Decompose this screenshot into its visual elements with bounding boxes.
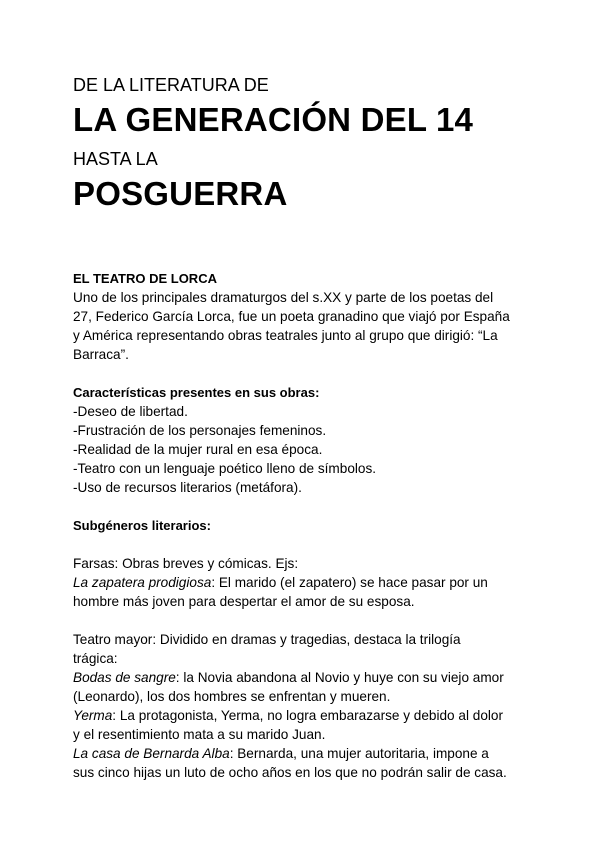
paragraph-line: Uno de los principales dramaturgos del s.XX y parte de los poetas del bbox=[73, 290, 494, 305]
title-line-4: POSGUERRA bbox=[73, 175, 288, 212]
paragraph-line: trágica: bbox=[73, 651, 118, 666]
work-description: : El marido (el zapatero) se hace pasar por un bbox=[211, 575, 488, 590]
section-heading-teatro-lorca: EL TEATRO DE LORCA bbox=[73, 271, 217, 286]
paragraph-line: y el resentimiento mata a su marido Juan. bbox=[73, 727, 326, 742]
yerma-entry bbox=[73, 706, 533, 725]
paragraph-line: sus cinco hijas un luto de ocho años en los que no podrán salir de casa. bbox=[73, 765, 507, 780]
work-description: : la Novia abandona al Novio y huye con su viejo amor bbox=[175, 670, 504, 685]
work-title: La zapatera prodigiosa bbox=[73, 575, 212, 590]
bernarda-alba-entry bbox=[73, 744, 533, 763]
document-body bbox=[73, 269, 533, 782]
paragraph-line: Barraca”. bbox=[73, 347, 129, 362]
work-title: Yerma bbox=[73, 708, 113, 723]
section-heading-subgeneros: Subgéneros literarios: bbox=[73, 518, 211, 533]
work-description: : La protagonista, Yerma, no logra embarazarse y debido al dolor bbox=[112, 708, 503, 723]
farsas-work bbox=[73, 573, 533, 592]
paragraph-line: 27, Federico García Lorca, fue un poeta granadino que viajó por España bbox=[73, 309, 510, 324]
paragraph-line: hombre más joven para despertar el amor de su esposa. bbox=[73, 594, 415, 609]
work-title: Bodas de sangre bbox=[73, 670, 176, 685]
list-item: -Uso de recursos literarios (metáfora). bbox=[73, 480, 302, 495]
list-item: -Deseo de libertad. bbox=[73, 404, 188, 419]
title-line-3: HASTA LA bbox=[73, 149, 158, 169]
title-line-1: DE LA LITERATURA DE bbox=[73, 75, 269, 95]
work-description: : Bernarda, una mujer autoritaria, impone a bbox=[229, 746, 489, 761]
work-title: La casa de Bernarda Alba bbox=[73, 746, 230, 761]
teatro-mayor-intro: Teatro mayor: Dividido en dramas y tragedias, destaca la trilogía bbox=[73, 632, 461, 647]
paragraph-line: y América representando obras teatrales junto al grupo que dirigió: “La bbox=[73, 328, 498, 343]
list-item: -Realidad de la mujer rural en esa época. bbox=[73, 442, 323, 457]
list-item: -Frustración de los personajes femeninos. bbox=[73, 423, 327, 438]
section-heading-caracteristicas: Características presentes en sus obras: bbox=[73, 385, 320, 400]
paragraph-line: (Leonardo), los dos hombres se enfrentan y mueren. bbox=[73, 689, 391, 704]
title-line-2: LA GENERACIÓN DEL 14 bbox=[73, 101, 474, 138]
list-item: -Teatro con un lenguaje poético lleno de símbolos. bbox=[73, 461, 377, 476]
farsas-intro: Farsas: Obras breves y cómicas. Ejs: bbox=[73, 556, 299, 571]
bodas-de-sangre-entry bbox=[73, 668, 533, 687]
